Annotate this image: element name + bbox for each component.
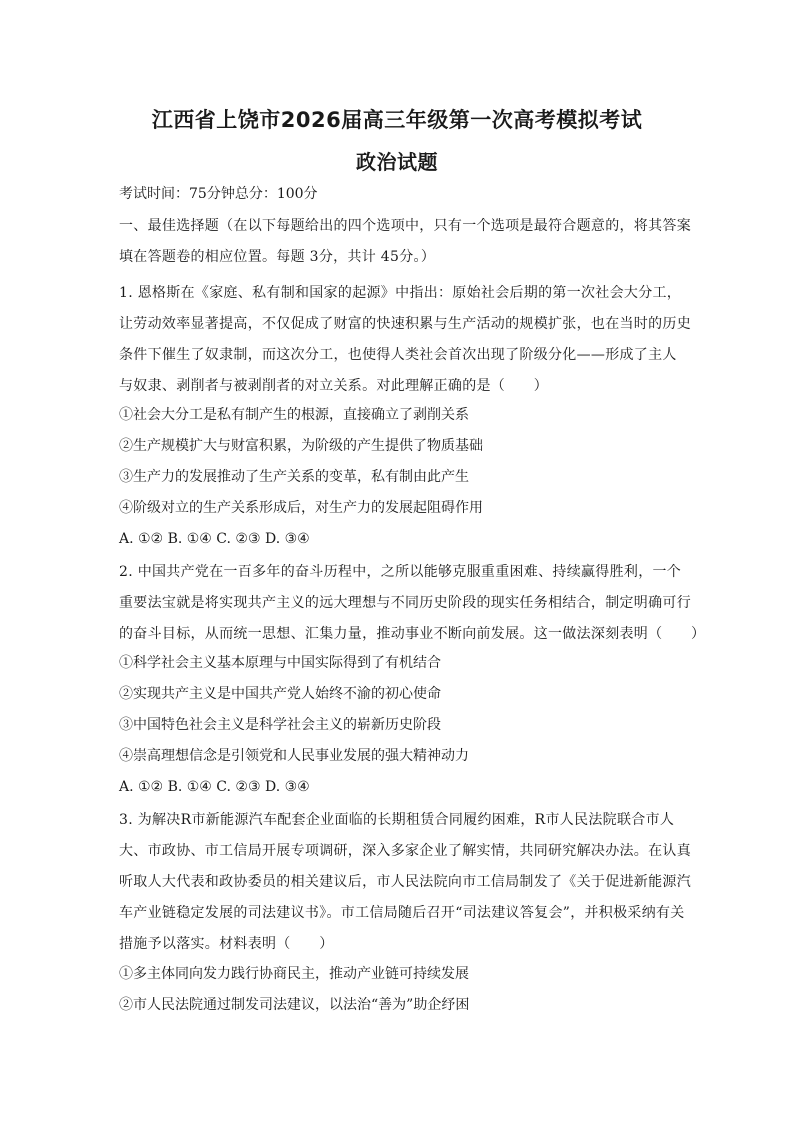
question-1-stem-line: 1. 恩格斯在《家庭、私有制和国家的起源》中指出：原始社会后期的第一次社会大分工， — [119, 285, 682, 301]
question-1-stem-line: 让劳动效率显著提高，不仅促成了财富的快速积累与生产活动的规模扩张，也在当时的历史 — [119, 316, 691, 332]
question-3-stem-line: 车产业链稳定发展的司法建议书》。市工信局随后召开“司法建议答复会”，并积极采纳有关 — [119, 905, 685, 921]
question-3-stem-line: 听取人大代表和政协委员的相关建议后，市人民法院向市工信局制发了《关于促进新能源汽 — [119, 874, 691, 890]
exam-subject: 政治试题 — [356, 150, 438, 174]
question-1-option: ①社会大分工是私有制产生的根源，直接确立了剥削关系 — [119, 407, 469, 423]
question-1-option: ③生产力的发展推动了生产关系的变革，私有制由此产生 — [119, 469, 469, 485]
question-3-stem-line: 措施予以落实。材料表明（ ） — [119, 936, 334, 952]
exam-title: 江西省上饶市2026届高三年级第一次高考模拟考试 — [151, 108, 643, 132]
question-3-stem-line: 大、市政协、市工信局开展专项调研，深入多家企业了解实情，共同研究解决办法。在认真 — [119, 843, 691, 859]
question-2-option: ②实现共产主义是中国共产党人始终不渝的初心使命 — [119, 686, 441, 702]
question-2-stem-line: 2. 中国共产党在一百多年的奋斗历程中，之所以能够克服重重困难、持续赢得胜利，一个 — [119, 564, 682, 580]
section-instruction-line: 一、最佳选择题（在以下每题给出的四个选项中，只有一个选项是最符合题意的，将其答案 — [119, 218, 691, 234]
question-2-option: ①科学社会主义基本原理与中国实际得到了有机结合 — [119, 655, 441, 671]
question-3-option: ②市人民法院通过制发司法建议，以法治“善为”助企纾困 — [119, 997, 470, 1013]
question-3-stem-line: 3. 为解决R市新能源汽车配套企业面临的长期租赁合同履约困难，R市人民法院联合市人 — [119, 812, 675, 828]
question-2-option: ④崇高理想信念是引领党和人民事业发展的强大精神动力 — [119, 748, 469, 764]
exam-info: 考试时间：75分钟总分：100分 — [119, 186, 318, 202]
section-instruction-line: 填在答题卷的相应位置。每题 3分，共计 45分。） — [119, 249, 436, 265]
question-1-stem-line: 条件下催生了奴隶制，而这次分工，也使得人类社会首次出现了阶级分化——形成了主人 — [119, 347, 677, 363]
question-2-stem-line: 的奋斗目标，从而统一思想、汇集力量，推动事业不断向前发展。这一做法深刻表明（ ） — [119, 626, 706, 642]
question-1-choices: A. ①② B. ①④ C. ②③ D. ③④ — [119, 531, 310, 547]
question-2-option: ③中国特色社会主义是科学社会主义的崭新历史阶段 — [119, 717, 441, 733]
question-1-stem-line: 与奴隶、剥削者与被剥削者的对立关系。对此理解正确的是（ ） — [119, 378, 548, 394]
question-2-choices: A. ①② B. ①④ C. ②③ D. ③④ — [119, 779, 310, 795]
question-2-stem-line: 重要法宝就是将实现共产主义的远大理想与不同历史阶段的现实任务相结合，制定明确可行 — [119, 595, 691, 611]
question-3-option: ①多主体同向发力践行协商民主，推动产业链可持续发展 — [119, 966, 469, 982]
question-1-option: ④阶级对立的生产关系形成后，对生产力的发展起阻碍作用 — [119, 500, 483, 516]
question-1-option: ②生产规模扩大与财富积累，为阶级的产生提供了物质基础 — [119, 438, 483, 454]
